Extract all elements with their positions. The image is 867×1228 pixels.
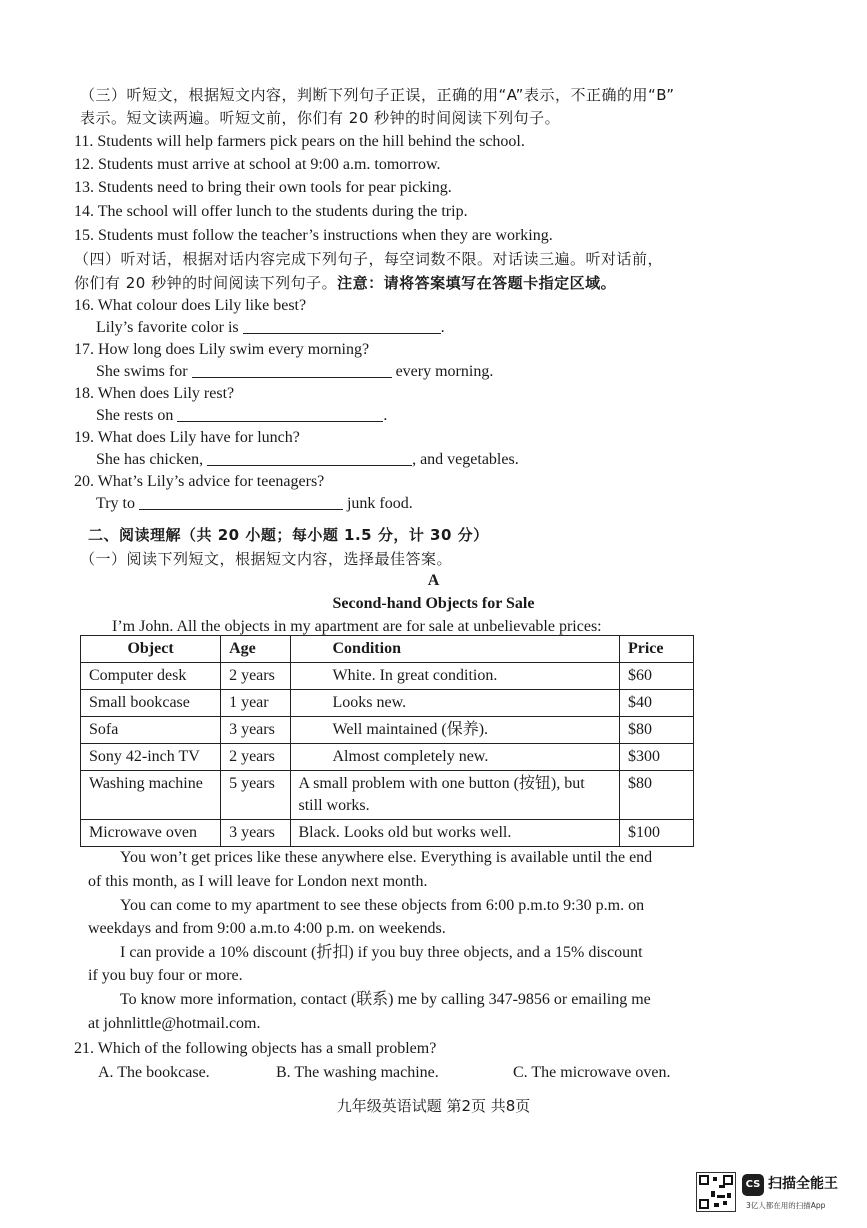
question-11: 11. Students will help farmers pick pears on the hill behind the school. — [74, 133, 525, 150]
question-14: 14. The school will offer lunch to the students during the trip. — [74, 203, 468, 220]
table-row — [81, 820, 694, 847]
table-header-row — [81, 636, 694, 663]
cell-condition: Almost completely new. — [290, 744, 619, 771]
answer-20-blank[interactable] — [139, 493, 343, 510]
answer-16-prefix: Lily’s favorite color is — [96, 319, 239, 336]
answer-20-prefix: Try to — [96, 495, 135, 512]
cell-age: 3 years — [221, 717, 290, 744]
scanner-app-name: 扫描全能王 — [768, 1176, 838, 1192]
cell-object: Small bookcase — [81, 690, 221, 717]
paragraph-1-line1: You won’t get prices like these anywhere else. Everything is available until the end — [120, 849, 653, 866]
section3-instruction-line1: （三）听短文，根据短文内容，判断下列句子正误，正确的用“A”表示，不正确的用“B” — [80, 86, 675, 104]
cell-object: Computer desk — [81, 663, 221, 690]
answer-20-suffix: junk food. — [346, 495, 413, 512]
part2-heading: 二、阅读理解（共 20 小题；每小题 1.5 分，计 30 分） — [88, 526, 489, 544]
cell-condition: A small problem with one button (按钮), but still works. — [290, 771, 619, 820]
answer-17-suffix: every morning. — [395, 363, 494, 380]
cell-price: $100 — [619, 820, 693, 847]
option-b[interactable]: B. The washing machine. — [276, 1064, 439, 1081]
table-row — [81, 744, 694, 771]
cell-age: 5 years — [221, 771, 290, 820]
question-17: 17. How long does Lily swim every morning? — [74, 341, 370, 358]
section4-instruction-line2 — [74, 272, 616, 294]
question-19: 19. What does Lily have for lunch? — [74, 429, 300, 446]
question-13: 13. Students need to bring their own tools for pear picking. — [74, 179, 452, 196]
passage-intro: I’m John. All the objects in my apartment are for sale at unbelievable prices: — [112, 618, 602, 635]
question-15: 15. Students must follow the teacher’s instructions when they are working. — [74, 227, 553, 244]
paragraph-4-line2: at johnlittle@hotmail.com. — [88, 1015, 261, 1032]
header-price: Price — [619, 636, 693, 663]
question-18: 18. When does Lily rest? — [74, 385, 235, 402]
section3-instruction-line2: 表示。短文读两遍。听短文前，你们有 20 秒钟的时间阅读下列句子。 — [80, 109, 561, 127]
answer-16-blank[interactable] — [243, 317, 441, 334]
objects-table — [80, 635, 694, 847]
question-21: 21. Which of the following objects has a small problem? — [74, 1040, 437, 1057]
answer-18-blank[interactable] — [177, 405, 383, 422]
cs-logo-icon: CS — [742, 1174, 764, 1196]
option-a[interactable]: A. The bookcase. — [98, 1064, 210, 1081]
cell-condition: White. In great condition. — [290, 663, 619, 690]
header-object: Object — [81, 636, 221, 663]
cell-condition: Well maintained (保养). — [290, 717, 619, 744]
question-12: 12. Students must arrive at school at 9:00 a.m. tomorrow. — [74, 156, 441, 173]
table-row — [81, 663, 694, 690]
paragraph-1-line2: of this month, as I will leave for London next month. — [88, 873, 428, 890]
page-footer: 九年级英语试题 第2页 共8页 — [336, 1097, 531, 1115]
cell-age: 2 years — [221, 663, 290, 690]
answer-17-blank[interactable] — [192, 361, 392, 378]
paragraph-2-line2: weekdays and from 9:00 a.m.to 4:00 p.m. on weekends. — [88, 920, 446, 937]
cell-price: $40 — [619, 690, 693, 717]
table-row — [81, 771, 694, 820]
answer-line-20 — [96, 493, 413, 515]
cell-price: $80 — [619, 771, 693, 820]
section4-instruction-text: 你们有 20 秒钟的时间阅读下列句子。 — [74, 274, 338, 292]
question-16: 16. What colour does Lily like best? — [74, 297, 307, 314]
cell-object: Washing machine — [81, 771, 221, 820]
header-condition: Condition — [290, 636, 619, 663]
header-age: Age — [221, 636, 290, 663]
paragraph-3-line1: I can provide a 10% discount (折扣) if you buy three objects, and a 15% discount — [120, 944, 643, 961]
cell-age: 3 years — [221, 820, 290, 847]
answer-line-18 — [96, 405, 387, 427]
passage-label: A — [427, 572, 440, 589]
scanner-tagline: 3亿人都在用的扫描App — [746, 1201, 826, 1210]
paragraph-2-line1: You can come to my apartment to see these objects from 6:00 p.m.to 9:30 p.m. on — [120, 897, 645, 914]
table-row — [81, 690, 694, 717]
passage-title: Second-hand Objects for Sale — [332, 595, 535, 612]
table-row — [81, 717, 694, 744]
answer-line-16 — [96, 317, 445, 339]
section4-instruction-line1: （四）听对话，根据对话内容完成下列句子，每空词数不限。对话读三遍。听对话前， — [74, 250, 664, 268]
question-20: 20. What’s Lily’s advice for teenagers? — [74, 473, 325, 490]
cell-price: $300 — [619, 744, 693, 771]
cell-object: Sony 42-inch TV — [81, 744, 221, 771]
cell-age: 2 years — [221, 744, 290, 771]
answer-19-prefix: She has chicken, — [96, 451, 204, 468]
answer-18-suffix: . — [383, 407, 388, 424]
cell-price: $80 — [619, 717, 693, 744]
cell-condition: Looks new. — [290, 690, 619, 717]
cell-age: 1 year — [221, 690, 290, 717]
answer-line-17 — [96, 361, 493, 383]
qr-code-icon — [696, 1172, 736, 1212]
option-c[interactable]: C. The microwave oven. — [513, 1064, 671, 1081]
paragraph-4-line1: To know more information, contact (联系) me by calling 347-9856 or emailing me — [120, 991, 651, 1008]
answer-16-suffix: . — [440, 319, 445, 336]
section4-notice: 注意：请将答案填写在答题卡指定区域。 — [337, 274, 617, 292]
answer-line-19 — [96, 449, 519, 471]
cell-object: Sofa — [81, 717, 221, 744]
cell-price: $60 — [619, 663, 693, 690]
answer-17-prefix: She swims for — [96, 363, 188, 380]
answer-19-suffix: , and vegetables. — [412, 451, 519, 468]
paragraph-3-line2: if you buy four or more. — [88, 967, 243, 984]
part2-subheading: （一）阅读下列短文，根据短文内容，选择最佳答案。 — [80, 550, 453, 568]
cell-condition: Black. Looks old but works well. — [290, 820, 619, 847]
answer-18-prefix: She rests on — [96, 407, 174, 424]
cell-object: Microwave oven — [81, 820, 221, 847]
answer-19-blank[interactable] — [207, 449, 412, 466]
